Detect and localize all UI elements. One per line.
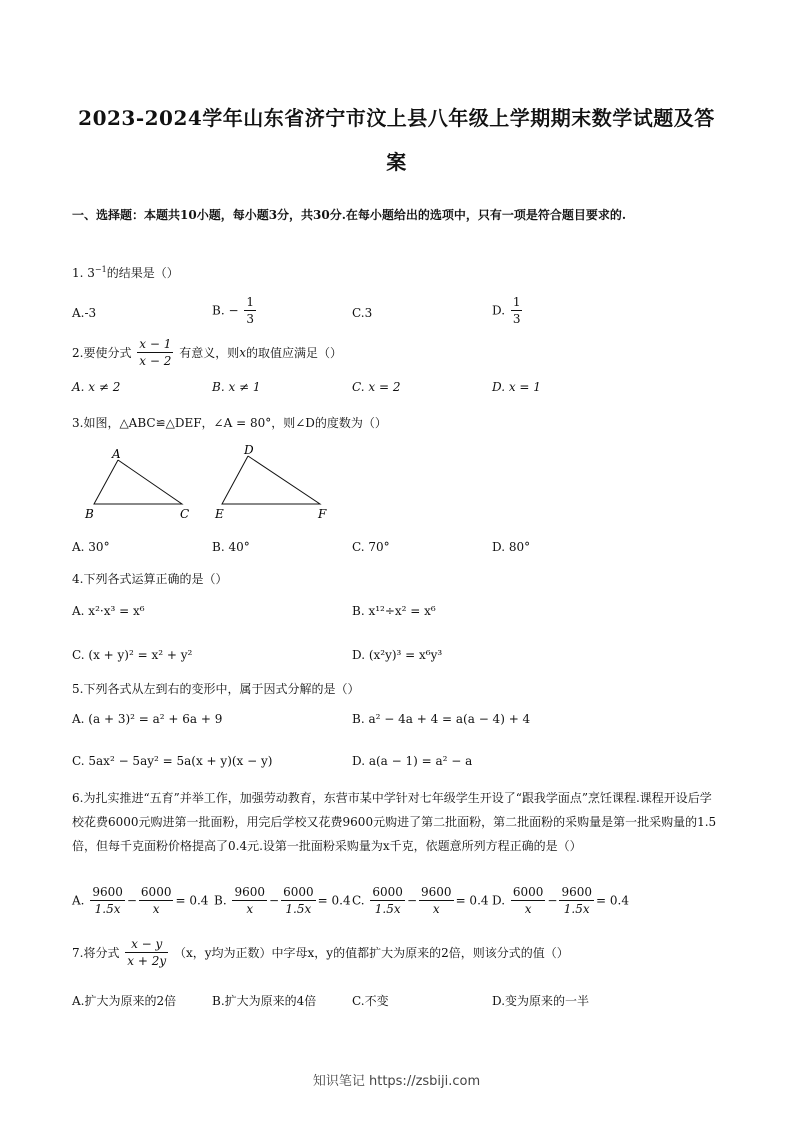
triangle-figure [80,440,340,524]
q3-option-c: C. 70° [352,540,390,554]
triangle-abc [94,460,182,504]
question-1-stem: 1. $3^{-1}$的结果是（） [72,265,179,280]
q4-option-b: B. x¹²÷x² = x⁶ [352,604,436,618]
label-d: D [244,443,254,457]
label-c: C [180,507,190,521]
q3-option-b: B. 40° [212,540,250,554]
q7-option-d: D.变为原来的一半 [492,994,590,1008]
question-5-stem: 5.下列各式从左到右的变形中，属于因式分解的是（） [72,682,360,696]
label-b: B [85,507,94,521]
page-title-cont: 案 [386,150,407,174]
q7-option-a: A.扩大为原来的2倍 [72,994,177,1008]
q3-option-a: A. 30° [72,540,110,554]
section-heading: 一、选择题：本题共10小题，每小题3分，共30分.在每小题给出的选项中，只有一项是符合题目要求的. [72,208,627,222]
q7-option-b: B.扩大为原来的4倍 [212,994,317,1008]
q5-option-b: B. a² − 4a + 4 = a(a − 4) + 4 [352,712,531,726]
q2-option-b: B. x ≠ 1 [212,380,261,394]
q6-option-c: C. $\frac{6000}{1.5x}$ − $\frac{9600}{x}$ = 0.4 [352,885,489,916]
label-e: E [215,507,224,521]
triangle-def [222,456,320,504]
q6-option-a: A. $\frac{9600}{1.5x}$ − $\frac{6000}{x}$ = 0.4 [72,885,209,916]
q4-option-a: A. x²·x³ = x⁶ [72,604,145,618]
q2-option-d: D. x = 1 [492,380,541,394]
footer-watermark: 知识笔记 https://zsbiji.com [312,1074,481,1089]
q5-option-c: C. 5ax² − 5ay² = 5a(x + y)(x − y) [72,754,273,768]
q6-option-d: D. $\frac{6000}{x}$ − $\frac{9600}{1.5x}$ = 0.4 [492,885,629,916]
q1-option-c: C.3 [352,306,373,320]
question-6-stem: 6.为扎实推进“五育”并举工作，加强劳动教育，东营市某中学针对七年级学生开设了“跟我学面点”烹饪课程.课程开设后学校花费6000元购进第一批面粉，用完后学校又花费9600元购进了第二批面粉，第二批面粉的采购量是第一批采购量的1.5倍，但每千克面粉价格提高了0.4元.设第一批面粉采购量为x千克，依题意所列方程正确的是（） [72,791,717,853]
q6-option-b: B. $\frac{9600}{x}$ − $\frac{6000}{1.5x}$ = 0.4 [214,885,351,916]
q7-option-c: C.不变 [352,994,389,1008]
label-a: A [112,447,121,461]
q1-option-a: A.-3 [72,306,97,320]
question-4-stem: 4.下列各式运算正确的是（） [72,572,228,586]
page-title: 2023-2024学年山东省济宁市汶上县八年级上学期期末数学试题及答 [78,106,715,130]
q5-option-a: A. (a + 3)² = a² + 6a + 9 [72,712,223,726]
q3-option-d: D. 80° [492,540,531,554]
q2-option-a: A. x ≠ 2 [72,380,121,394]
question-7-stem: 7.将分式 $\frac{x - y}{x + 2y}$ （x，y均为正数）中字母x，y的值都扩大为原来的2倍，则该分式的值（） [72,937,569,968]
q2-option-c: C. x = 2 [352,380,401,394]
q1-option-b: B. − $\frac{1}{3}$ [212,295,254,326]
question-3-stem: 3.如图，△ABC≌△DEF，∠A = 80°，则∠D的度数为（） [72,416,387,430]
q4-option-c: C. (x + y)² = x² + y² [72,648,193,662]
q5-option-d: D. a(a − 1) = a² − a [352,754,473,768]
label-f: F [318,507,327,521]
q4-option-d: D. (x²y)³ = x⁶y³ [352,648,443,662]
question-2-stem: 2.要使分式 $\frac{x - 1}{x - 2}$ 有意义，则x的取值应满足（） [72,337,343,368]
q1-option-d: D. $\frac{1}{3}$ [492,295,521,326]
